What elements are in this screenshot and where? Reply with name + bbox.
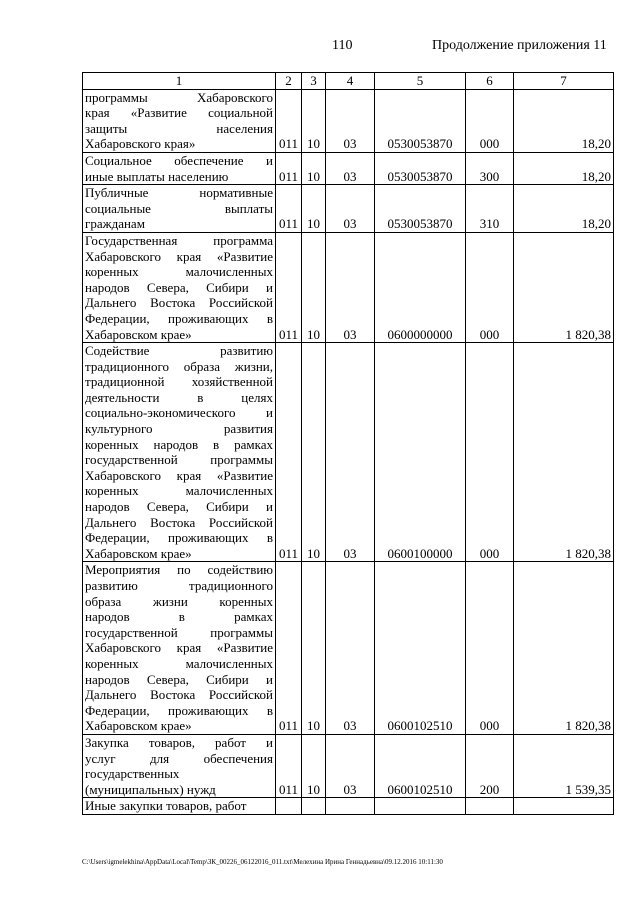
amount: 1 820,38 [514,562,614,735]
subsection-code: 03 [326,89,375,152]
subsection-code [326,798,375,815]
description-line: Публичные нормативные [85,185,273,201]
description-line: государственной программы [85,452,273,468]
description-line: социальные выплаты [85,200,273,216]
description-line: коренных малочисленных [85,483,273,499]
target-article-code [375,798,466,815]
description-line: Федерации, проживающих в [85,310,273,326]
column-header: 6 [466,73,514,90]
table-header-row [83,73,614,90]
description-line: народов Севера, Сибири и [85,499,273,515]
description-line: гражданам [85,216,145,232]
section-code: 10 [302,185,326,233]
section-code: 10 [302,343,326,562]
subsection-code: 03 [326,185,375,233]
expense-type-code [466,798,514,815]
continuation-title: Продолжение приложения 11 [432,38,607,53]
target-article-code: 0600000000 [375,232,466,342]
table-row [83,734,614,797]
row-description [83,343,276,562]
description-line: культурного развития [85,421,273,437]
description-line: Хабаровского края «Развитие [85,640,273,656]
table-row [83,185,614,233]
subsection-code: 03 [326,562,375,735]
ministry-code: 011 [276,152,302,184]
ministry-code: 011 [276,343,302,562]
description-line: традиционной хозяйственной [85,374,273,390]
description-line: Дальнего Востока Российской [85,687,273,703]
row-description [83,232,276,342]
target-article-code: 0530053870 [375,89,466,152]
description-line: народов Севера, Сибири и [85,671,273,687]
description-line: Социальное обеспечение и [85,152,273,168]
description-line: услуг для обеспечения [85,750,273,766]
description-line: развитию традиционного [85,578,273,593]
description-line: Мероприятия по содействию [85,562,273,578]
description-line: Хабаровского края «Развитие [85,248,273,264]
target-article-code: 0600102510 [375,562,466,735]
description-line: народов в рамках [85,609,273,625]
table-row [83,232,614,342]
target-article-code: 0530053870 [375,152,466,184]
row-description [83,798,276,815]
table-row [83,152,614,184]
description-line: коренных народов в рамках [85,436,273,452]
description-line: деятельности в целях [85,389,273,405]
amount: 18,20 [514,152,614,184]
target-article-code: 0530053870 [375,185,466,233]
amount: 1 820,38 [514,343,614,562]
description-line: коренных малочисленных [85,655,273,671]
expense-type-code: 000 [466,89,514,152]
column-header: 3 [302,73,326,90]
amount: 1 539,35 [514,734,614,797]
description-line: Государственная программа [85,232,273,248]
amount: 18,20 [514,89,614,152]
row-description [83,185,276,233]
subsection-code: 03 [326,152,375,184]
description-line: традиционного образа жизни, [85,358,273,374]
section-code: 10 [302,734,326,797]
row-description [83,152,276,184]
section-code: 10 [302,232,326,342]
amount: 1 820,38 [514,232,614,342]
ministry-code: 011 [276,185,302,233]
expense-type-code: 300 [466,152,514,184]
column-header: 7 [514,73,614,90]
ministry-code: 011 [276,232,302,342]
column-header: 4 [326,73,375,90]
description-line: государственных [85,766,180,782]
description-line: иные выплаты населению [85,168,229,184]
section-code: 10 [302,89,326,152]
ministry-code [276,798,302,815]
table-row [83,562,614,735]
description-line: Дальнего Востока Российской [85,514,273,530]
ministry-code: 011 [276,562,302,735]
target-article-code: 0600102510 [375,734,466,797]
amount [514,798,614,815]
description-line: Хабаровском крае» [85,545,192,561]
expense-type-code: 310 [466,185,514,233]
subsection-code: 03 [326,232,375,342]
table-row [83,89,614,152]
row-description [83,734,276,797]
section-code: 10 [302,562,326,735]
description-line: Хабаровского края» [85,136,196,152]
section-code [302,798,326,815]
description-line: Содействие развитию [85,343,273,359]
table-row [83,798,614,815]
description-line: Дальнего Востока Российской [85,295,273,311]
description-line: народов Севера, Сибири и [85,279,273,295]
description-line: социально-экономического и [85,405,273,421]
column-header: 1 [83,73,276,90]
subsection-code: 03 [326,343,375,562]
description-line: государственной программы [85,624,273,640]
ministry-code: 011 [276,89,302,152]
description-line: Хабаровском крае» [85,326,192,342]
expense-type-code: 000 [466,232,514,342]
description-line: Хабаровском крае» [85,718,192,734]
description-line: края «Развитие социальной [85,105,273,121]
description-line: программы Хабаровского [85,89,273,105]
budget-table [82,72,614,815]
expense-type-code: 000 [466,343,514,562]
expense-type-code: 200 [466,734,514,797]
ministry-code: 011 [276,734,302,797]
description-line: Иные закупки товаров, работ [85,798,247,814]
row-description [83,89,276,152]
description-line: Закупка товаров, работ и [85,734,273,750]
table-row [83,343,614,562]
description-line: образа жизни коренных [85,593,273,609]
description-line: защиты населения [85,120,273,136]
description-line: Хабаровского края «Развитие [85,467,273,483]
column-header: 2 [276,73,302,90]
expense-type-code: 000 [466,562,514,735]
row-description [83,562,276,735]
description-line: Федерации, проживающих в [85,702,273,718]
file-path-footer: C:\Users\igmelekhina\AppData\Local\Temp\ЗК_00226_06122016_011.txt\Мелехина Ирина Геннадьевна\09.12.2016 10:11:30 [82,858,443,866]
column-header: 5 [375,73,466,90]
page-number: 110 [332,38,353,53]
description-line: Федерации, проживающих в [85,530,273,546]
description-line: коренных малочисленных [85,264,273,280]
description-line: (муниципальных) нужд [85,781,216,797]
subsection-code: 03 [326,734,375,797]
section-code: 10 [302,152,326,184]
amount: 18,20 [514,185,614,233]
target-article-code: 0600100000 [375,343,466,562]
